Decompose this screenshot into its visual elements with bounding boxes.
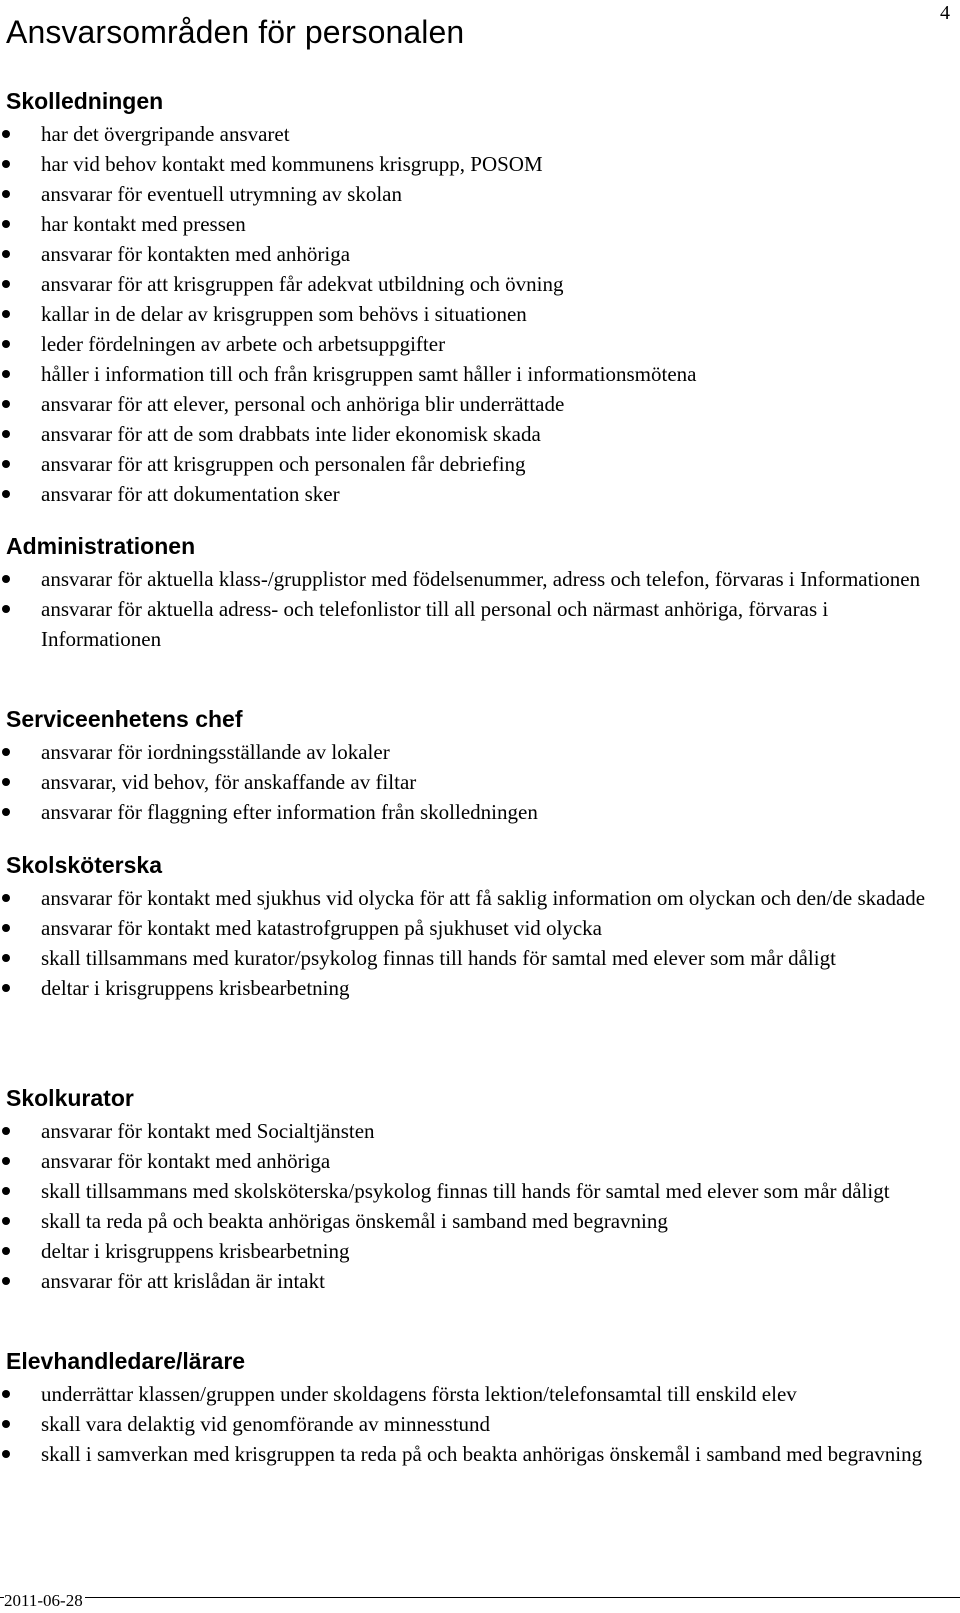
bullet-icon (2, 400, 10, 408)
list-item (0, 479, 950, 509)
list-item (0, 389, 950, 419)
bullet-icon (2, 808, 10, 816)
section-heading: Skolsköterska (6, 852, 162, 878)
bullet-icon (2, 160, 10, 168)
list-item-text: ansvarar för kontakt med Socialtjänsten (41, 1119, 375, 1143)
bullet-icon (2, 575, 10, 583)
list-item (0, 594, 950, 654)
list-item (0, 943, 950, 973)
list-item (0, 449, 950, 479)
list-item (0, 179, 950, 209)
bullet-icon (2, 1127, 10, 1135)
list-item-text: har det övergripande ansvaret (41, 122, 290, 146)
list-item (0, 359, 950, 389)
bullet-list (0, 1116, 950, 1296)
list-item-text: ansvarar för aktuella klass-/grupplistor med födelsenummer, adress och telefon, förvaras i Informationen (41, 567, 921, 591)
list-item-text: ansvarar för kontakten med anhöriga (41, 242, 351, 266)
bullet-icon (2, 190, 10, 198)
section-heading: Skolkurator (6, 1085, 134, 1111)
bullet-icon (2, 1390, 10, 1398)
bullet-icon (2, 778, 10, 786)
list-item-text: ansvarar för flaggning efter information från skolledningen (41, 800, 538, 824)
list-item (0, 1236, 950, 1266)
list-item (0, 767, 950, 797)
bullet-icon (2, 1277, 10, 1285)
bullet-list (0, 737, 950, 827)
bullet-icon (2, 605, 10, 613)
bullet-icon (2, 340, 10, 348)
bullet-icon (2, 1420, 10, 1428)
list-item (0, 1176, 950, 1206)
list-item (0, 1379, 950, 1409)
bullet-icon (2, 1247, 10, 1255)
section-skolledningen (0, 86, 950, 509)
bullet-icon (2, 924, 10, 932)
bullet-list (0, 119, 950, 509)
bullet-icon (2, 250, 10, 258)
list-item (0, 149, 950, 179)
list-item-text: skall ta reda på och beakta anhörigas önskemål i samband med begravning (41, 1209, 668, 1233)
list-item-text: ansvarar för att dokumentation sker (41, 482, 340, 506)
section-serviceenhetens-chef (0, 704, 950, 827)
bullet-list (0, 883, 950, 1003)
bullet-icon (2, 1450, 10, 1458)
list-item (0, 299, 950, 329)
list-item-text: leder fördelningen av arbete och arbetsuppgifter (41, 332, 446, 356)
list-item-text: håller i information till och från krisgruppen samt håller i informationsmötena (41, 362, 697, 386)
bullet-icon (2, 460, 10, 468)
list-item-text: underrättar klassen/gruppen under skoldagens första lektion/telefonsamtal till enskild elev (41, 1382, 797, 1406)
bullet-icon (2, 894, 10, 902)
list-item-text: ansvarar för att krisgruppen får adekvat utbildning och övning (41, 272, 564, 296)
list-item (0, 419, 950, 449)
footer-divider (0, 1597, 960, 1598)
list-item (0, 973, 950, 1003)
list-item-text: ansvarar för kontakt med katastrofgruppen på sjukhuset vid olycka (41, 916, 603, 940)
section-heading: Serviceenhetens chef (6, 706, 243, 732)
list-item-text: ansvarar för kontakt med anhöriga (41, 1149, 331, 1173)
list-item (0, 913, 950, 943)
list-item (0, 1409, 950, 1439)
list-item-text: deltar i krisgruppens krisbearbetning (41, 976, 350, 1000)
list-item (0, 883, 950, 913)
section-administrationen (0, 531, 950, 654)
bullet-icon (2, 430, 10, 438)
list-item (0, 1116, 950, 1146)
bullet-icon (2, 130, 10, 138)
list-item-text: deltar i krisgruppens krisbearbetning (41, 1239, 350, 1263)
bullet-icon (2, 1157, 10, 1165)
footer-date: 2011-06-28 (4, 1591, 83, 1610)
bullet-icon (2, 220, 10, 228)
list-item-text: ansvarar för aktuella adress- och telefonlistor till all personal och närmast anhöriga, förvaras i Informationen (41, 597, 829, 651)
section-skolskoterska (0, 850, 950, 1003)
bullet-icon (2, 954, 10, 962)
list-item-text: skall i samverkan med krisgruppen ta reda på och beakta anhörigas önskemål i samband med begravning (41, 1442, 923, 1466)
list-item (0, 737, 950, 767)
list-item (0, 119, 950, 149)
section-heading: Skolledningen (6, 88, 164, 114)
bullet-icon (2, 280, 10, 288)
page-number: 4 (940, 2, 950, 24)
page-title: Ansvarsområden för personalen (6, 14, 465, 50)
list-item-text: skall tillsammans med skolsköterska/psykolog finnas till hands för samtal med elever som mår dåligt (41, 1179, 890, 1203)
bullet-list (0, 1379, 950, 1469)
list-item-text: ansvarar för kontakt med sjukhus vid olycka för att få saklig information om olyckan och den/de skadade (41, 886, 926, 910)
list-item (0, 209, 950, 239)
list-item (0, 564, 950, 594)
bullet-icon (2, 370, 10, 378)
list-item (0, 1439, 950, 1469)
list-item-text: ansvarar för eventuell utrymning av skolan (41, 182, 402, 206)
bullet-icon (2, 1187, 10, 1195)
list-item-text: har vid behov kontakt med kommunens krisgrupp, POSOM (41, 152, 543, 176)
bullet-icon (2, 984, 10, 992)
list-item (0, 1146, 950, 1176)
bullet-list (0, 564, 950, 654)
list-item (0, 1266, 950, 1296)
list-item (0, 269, 950, 299)
list-item-text: har kontakt med pressen (41, 212, 246, 236)
section-heading: Elevhandledare/lärare (6, 1348, 246, 1374)
list-item-text: ansvarar för att krislådan är intakt (41, 1269, 325, 1293)
bullet-icon (2, 490, 10, 498)
list-item-text: ansvarar för att krisgruppen och personalen får debriefing (41, 452, 526, 476)
list-item (0, 329, 950, 359)
list-item-text: ansvarar för iordningsställande av lokaler (41, 740, 390, 764)
list-item (0, 797, 950, 827)
list-item-text: ansvarar för att elever, personal och anhöriga blir underrättade (41, 392, 565, 416)
section-heading: Administrationen (6, 533, 196, 559)
list-item (0, 239, 950, 269)
bullet-icon (2, 1217, 10, 1225)
list-item (0, 1206, 950, 1236)
list-item-text: ansvarar för att de som drabbats inte lider ekonomisk skada (41, 422, 541, 446)
section-skolkurator (0, 1083, 950, 1296)
list-item-text: kallar in de delar av krisgruppen som behövs i situationen (41, 302, 527, 326)
bullet-icon (2, 748, 10, 756)
list-item-text: ansvarar, vid behov, för anskaffande av filtar (41, 770, 417, 794)
bullet-icon (2, 310, 10, 318)
list-item-text: skall tillsammans med kurator/psykolog finnas till hands för samtal med elever som mår dåligt (41, 946, 836, 970)
list-item-text: skall vara delaktig vid genomförande av minnesstund (41, 1412, 491, 1436)
section-elevhandledare (0, 1346, 950, 1469)
